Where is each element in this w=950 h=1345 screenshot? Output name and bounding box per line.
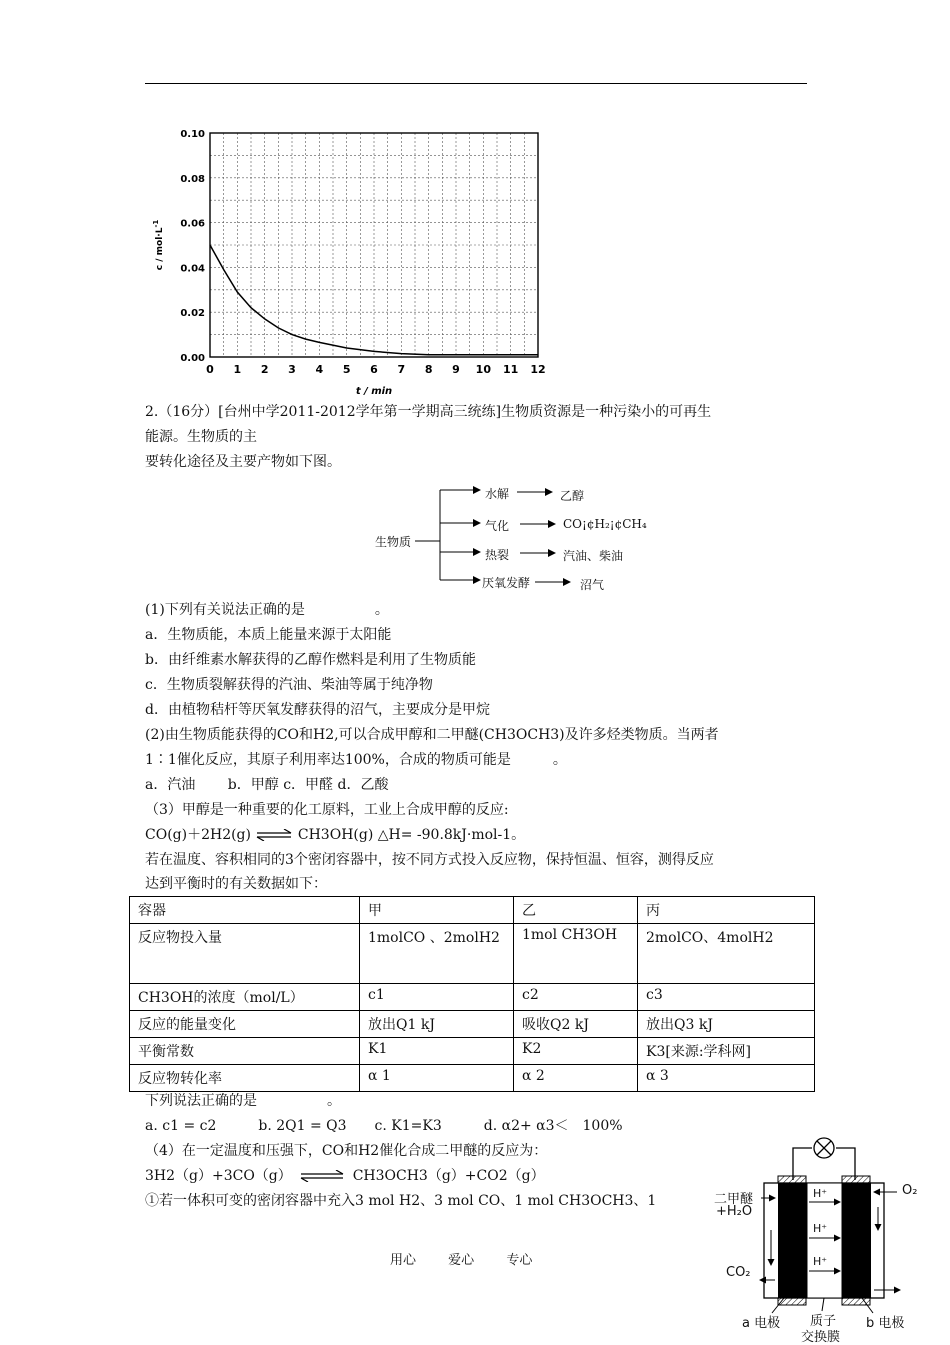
- flow-step-fermentation: 厌氧发酵: [482, 576, 531, 590]
- flow-product-fuel: 汽油、柴油: [563, 549, 624, 563]
- table-cell: α 2: [514, 1065, 638, 1092]
- table-cell: 2molCO、4molH2: [638, 924, 815, 984]
- p3-options: a. c1 = c2 b. 2Q1 = Q3 c. K1=K3 d. α2+ α3＜ 100%: [145, 1118, 623, 1134]
- cathode-label: b 电极: [866, 1316, 905, 1331]
- table-row: [130, 1065, 815, 1092]
- page-footer: [390, 1249, 560, 1268]
- x-tick-label: 6: [370, 363, 378, 376]
- x-tick-label: 10: [475, 363, 491, 376]
- p4-equation: [145, 1167, 545, 1185]
- proton-label-2: H⁺: [813, 1222, 828, 1235]
- x-tick-label: 9: [452, 363, 460, 376]
- membrane-label: 质子: [810, 1314, 837, 1329]
- q2-heading-1: 2.（16分）[台州中学2011-2012学年第一学期高三统练]生物质资源是一种污染小的可再生: [145, 404, 712, 420]
- flow-step-hydrolysis: 水解: [485, 487, 510, 501]
- table-cell: c2: [514, 984, 638, 1011]
- q2-heading-3: 要转化途径及主要产物如下图。: [145, 454, 341, 470]
- table-cell: 1molCO 、2molH2: [360, 924, 514, 984]
- x-tick-label: 8: [424, 363, 433, 376]
- table-cell: K1: [360, 1038, 514, 1065]
- footer-word: 专心: [506, 1253, 533, 1268]
- p1-option-d: d．由植物秸杆等厌氧发酵获得的沼气，主要成分是甲烷: [145, 702, 490, 718]
- table-cell: CH3OH的浓度（mol/L）: [130, 984, 360, 1011]
- flow-product-ethanol: 乙醇: [560, 489, 585, 503]
- x-tick-label: 2: [260, 363, 269, 376]
- fuel-cell-diagram: [712, 1135, 937, 1344]
- proton-label-1: H⁺: [813, 1187, 828, 1200]
- p2-options: a．汽油 b．甲醇 c．甲醛 d．乙酸: [145, 777, 389, 793]
- table-cell: K3[来源:学科网]: [638, 1038, 815, 1065]
- flow-root: 生物质: [375, 535, 412, 549]
- table-cell: 平衡常数: [130, 1038, 360, 1065]
- x-tick-label: 5: [342, 363, 351, 376]
- inlet-left-label-2: +H₂O: [716, 1204, 753, 1219]
- table-row: [130, 984, 815, 1011]
- y-tick-label: 0.00: [180, 353, 205, 364]
- equilibrium-arrow-icon: [300, 1170, 344, 1182]
- table-cell: 丙: [638, 897, 815, 924]
- footer-word: 用心: [390, 1253, 417, 1268]
- x-tick-label: 1: [233, 363, 242, 376]
- p1-option-b: b．由纤维素水解获得的乙醇作燃料是利用了生物质能: [145, 652, 476, 668]
- flow-step-gasification: 气化: [485, 519, 510, 533]
- p1-option-c: c．生物质裂解获得的汽油、柴油等属于纯净物: [145, 677, 433, 693]
- p3-eq-right: CH3OH(g) △H= -90.8kJ·mol-1。: [297, 827, 526, 843]
- equilibrium-arrow-icon: [256, 829, 292, 841]
- p1-question: (1)下列有关说法正确的是 。: [145, 602, 389, 618]
- p2-question-2: 1∶1催化反应，其原子利用率达100%，合成的物质可能是 。: [145, 752, 567, 768]
- table-cell: 甲: [360, 897, 514, 924]
- p4-question: （4）在一定温度和压强下，CO和H2催化合成二甲醚的反应为：: [145, 1143, 548, 1159]
- flow-product-biogas: 沼气: [580, 578, 605, 592]
- p3-description-2: 达到平衡时的有关数据如下：: [145, 876, 327, 892]
- table-cell: α 3: [638, 1065, 815, 1092]
- inlet-left-label: 二甲醚: [714, 1192, 754, 1207]
- q2-heading-2: 能源。生物质的主: [145, 429, 257, 445]
- flow-product-syngas: CO¡¢H₂¡¢CH₄: [563, 517, 647, 531]
- header-rule: [145, 83, 807, 84]
- p4-sub-question: ①若一体积可变的密闭容器中充入3 mol H2、3 mol CO、1 mol CH3OCH3、1: [145, 1193, 657, 1209]
- y-axis-label-sup: -1: [152, 219, 160, 228]
- x-tick-label: 11: [503, 363, 519, 376]
- footer-word: 爱心: [448, 1253, 475, 1268]
- flow-step-cracking: 热裂: [485, 548, 510, 562]
- x-tick-label: 3: [288, 363, 296, 376]
- p3-after: 下列说法正确的是 。: [145, 1093, 341, 1109]
- table-row: [130, 1038, 815, 1065]
- table-row: [130, 897, 815, 924]
- y-tick-label: 0.10: [180, 129, 205, 140]
- p3-question: （3）甲醇是一种重要的化工原料，工业上合成甲醇的反应:: [145, 802, 509, 818]
- x-axis-label: t / min: [355, 386, 393, 397]
- table-cell: 1mol CH3OH: [514, 924, 638, 984]
- membrane-label-2: 交换膜: [801, 1330, 841, 1345]
- inlet-right-label: O₂: [902, 1183, 918, 1198]
- table-cell: 反应物投入量: [130, 924, 360, 984]
- table-cell: 乙: [514, 897, 638, 924]
- y-tick-label: 0.06: [180, 218, 205, 230]
- table-row: [130, 1011, 815, 1038]
- equilibrium-data-table: [129, 896, 815, 1092]
- p4-eq-right: CH3OCH3（g）+CO2（g）: [352, 1168, 545, 1184]
- p4-eq-left: 3H2（g）+3CO（g）: [145, 1168, 292, 1184]
- y-tick-label: 0.08: [180, 173, 205, 185]
- table-cell: K2: [514, 1038, 638, 1065]
- table-row: [130, 924, 815, 984]
- biomass-flow-diagram: [360, 478, 660, 598]
- p3-description-1: 若在温度、容积相同的3个密闭容器中，按不同方式投入反应物，保持恒温、恒容，测得反应: [145, 852, 714, 868]
- proton-label-3: H⁺: [813, 1255, 828, 1268]
- p3-eq-left: CO(g)＋2H2(g): [145, 827, 251, 843]
- y-axis-label: $c / mol\cdot L^{-1}$: [152, 219, 165, 271]
- table-cell: c1: [360, 984, 514, 1011]
- table-cell: 放出Q1 kJ: [360, 1011, 514, 1038]
- x-tick-label: 7: [397, 363, 406, 376]
- x-tick-label: 4: [315, 363, 324, 376]
- p1-option-a: a．生物质能，本质上能量来源于太阳能: [145, 627, 392, 643]
- x-tick-label: 0: [206, 363, 214, 376]
- table-cell: α 1: [360, 1065, 514, 1092]
- table-cell: 吸收Q2 kJ: [514, 1011, 638, 1038]
- concentration-chart: [150, 122, 550, 397]
- p3-equation: [145, 826, 525, 844]
- table-cell: c3: [638, 984, 815, 1011]
- y-tick-label: 0.02: [180, 308, 205, 320]
- p2-question-1: (2)由生物质能获得的CO和H2,可以合成甲醇和二甲醚(CH3OCH3)及许多烃类物质。当两者: [145, 727, 719, 743]
- table-cell: 反应物转化率: [130, 1065, 360, 1092]
- outlet-left-label: CO₂: [726, 1265, 751, 1280]
- y-tick-label: 0.04: [180, 263, 205, 275]
- table-cell: 放出Q3 kJ: [638, 1011, 815, 1038]
- anode-label: a 电极: [742, 1316, 781, 1331]
- table-cell: 容器: [130, 897, 360, 924]
- x-tick-label: 12: [530, 363, 546, 376]
- table-cell: 反应的能量变化: [130, 1011, 360, 1038]
